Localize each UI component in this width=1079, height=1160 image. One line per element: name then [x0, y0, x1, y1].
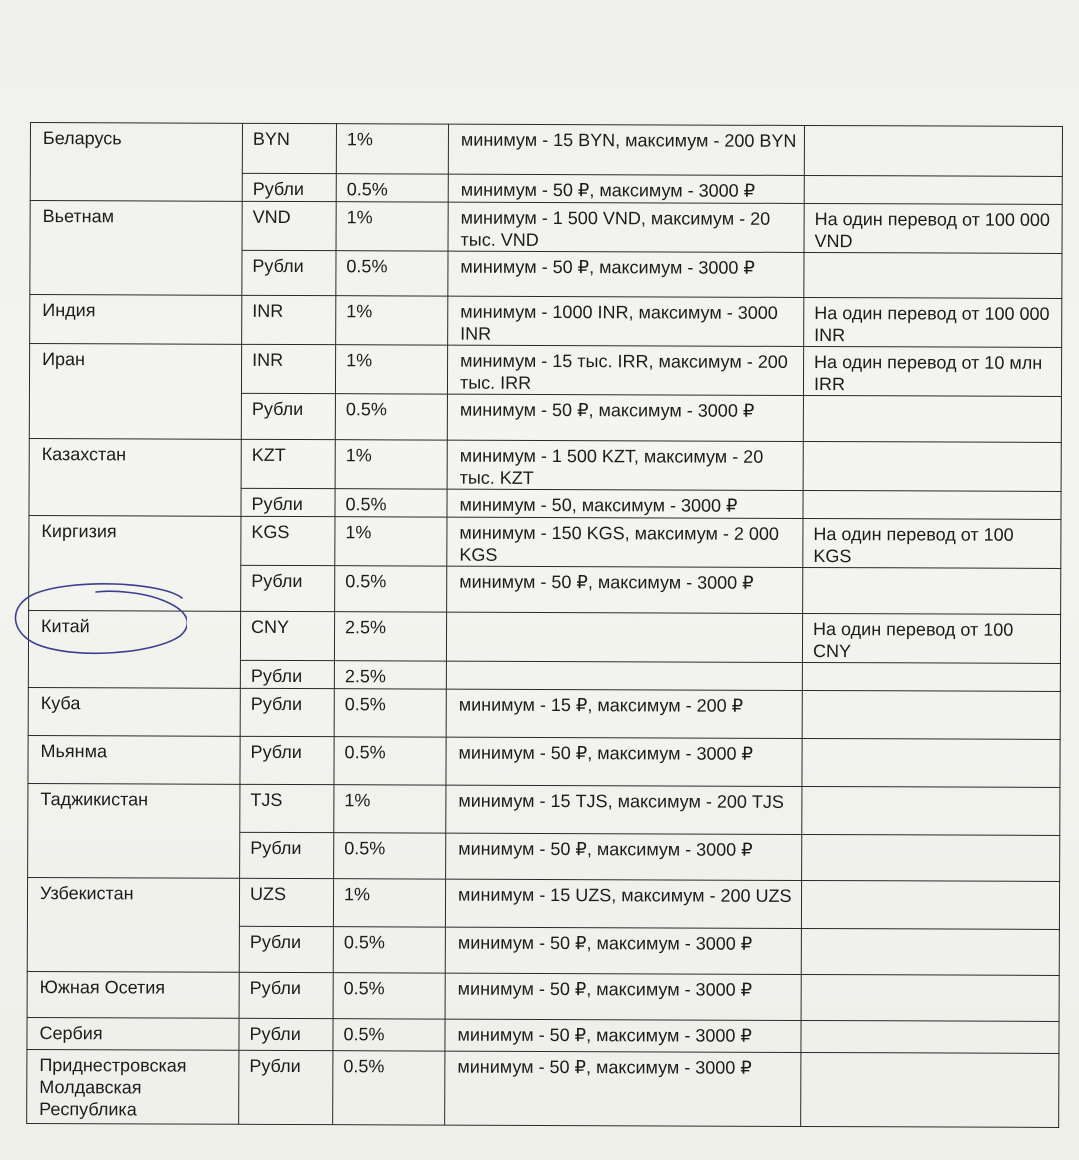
conditions-cell: минимум - 50 ₽, максимум - 3000 ₽ [446, 833, 802, 880]
note-cell [802, 662, 1060, 691]
transfer-fees-table [26, 122, 1063, 1128]
country-cell: Китай [28, 610, 240, 688]
conditions-cell: минимум - 50 ₽, максимум - 3000 ₽ [448, 251, 804, 297]
currency-cell: Рубли [240, 660, 334, 688]
printed-sheet [26, 122, 1065, 1128]
currency-cell: Рубли [240, 832, 334, 878]
currency-cell: VND [242, 201, 336, 250]
table-row [30, 123, 1062, 177]
note-cell [802, 786, 1060, 835]
note-cell [804, 252, 1062, 298]
country-cell: Киргизия [29, 515, 241, 611]
note-cell [802, 738, 1060, 787]
note-cell: На один перевод от 100 000 VND [804, 203, 1062, 253]
currency-cell: Рубли [239, 972, 333, 1018]
currency-cell: CNY [240, 611, 334, 660]
country-cell: Куба [28, 687, 240, 736]
rate-cell: 2.5% [334, 612, 446, 661]
conditions-cell: минимум - 1000 INR, максимум - 3000 INR [448, 296, 804, 346]
table-row [27, 877, 1059, 929]
country-cell: Таджикистан [28, 783, 240, 878]
conditions-cell: минимум - 50 ₽, максимум - 3000 ₽ [445, 973, 801, 1020]
currency-cell: Рубли [239, 1050, 333, 1124]
rate-cell: 0.5% [334, 689, 446, 737]
conditions-cell: минимум - 15 UZS, максимум - 200 UZS [445, 879, 801, 928]
conditions-cell: минимум - 15 BYN, максимум - 200 BYN [448, 124, 804, 175]
table-row [30, 295, 1062, 348]
rate-cell: 0.5% [334, 737, 446, 785]
currency-cell: Рубли [241, 565, 335, 611]
rate-cell: 1% [336, 124, 448, 174]
currency-cell: TJS [240, 784, 334, 832]
table-row [30, 201, 1062, 254]
note-cell [802, 690, 1060, 739]
conditions-cell: минимум - 15 TJS, максимум - 200 TJS [446, 785, 802, 834]
note-cell [801, 928, 1059, 975]
table-row [28, 687, 1060, 739]
rate-cell: 0.5% [335, 394, 447, 440]
table-row [29, 438, 1061, 491]
conditions-cell: минимум - 50 ₽, максимум - 3000 ₽ [446, 737, 802, 786]
country-cell: Узбекистан [27, 877, 239, 972]
conditions-cell: минимум - 1 500 VND, максимум - 20 тыс. VND [448, 202, 804, 252]
note-cell [801, 974, 1059, 1021]
note-cell [803, 490, 1061, 519]
currency-cell: Рубли [239, 1018, 333, 1050]
rate-cell: 0.5% [333, 927, 445, 973]
rate-cell: 2.5% [334, 661, 446, 689]
rate-cell: 1% [334, 785, 446, 833]
table-row [29, 515, 1061, 568]
rate-cell: 0.5% [336, 174, 448, 202]
rate-cell: 0.5% [334, 833, 446, 879]
rate-cell: 0.5% [333, 973, 445, 1019]
currency-cell: UZS [239, 878, 333, 926]
conditions-cell [446, 661, 802, 690]
currency-cell: Рубли [240, 736, 334, 784]
rate-cell: 0.5% [335, 489, 447, 517]
table-row [29, 344, 1061, 397]
country-cell: Казахстан [29, 438, 241, 516]
conditions-cell: минимум - 1 500 KZT, максимум - 20 тыс. KZT [447, 440, 803, 490]
conditions-cell: минимум - 15 тыс. IRR, максимум - 200 тыс. IRR [447, 345, 803, 395]
table-row [27, 1049, 1059, 1127]
table-row [28, 610, 1060, 663]
country-cell: Вьетнам [30, 201, 242, 296]
note-cell: На один перевод от 100 000 INR [804, 297, 1062, 347]
conditions-cell: минимум - 50, максимум - 3000 ₽ [447, 489, 803, 518]
rate-cell: 1% [336, 296, 448, 345]
country-cell: Приднестровская Молдавская Республика [27, 1049, 239, 1124]
rate-cell: 0.5% [336, 251, 448, 296]
currency-cell: Рубли [241, 488, 335, 516]
note-cell [801, 1020, 1059, 1053]
rate-cell: 0.5% [333, 1051, 445, 1125]
note-cell [804, 175, 1062, 204]
table-row [27, 1017, 1059, 1053]
rate-cell: 1% [335, 345, 447, 394]
note-cell: На один перевод от 10 млн IRR [803, 346, 1061, 396]
currency-cell: Рубли [239, 926, 333, 972]
country-cell: Беларусь [30, 123, 242, 202]
note-cell [804, 125, 1062, 176]
rate-cell: 1% [335, 440, 447, 489]
note-cell [803, 395, 1061, 442]
currency-cell: Рубли [242, 173, 336, 201]
currency-cell: INR [242, 295, 336, 344]
country-cell: Иран [29, 344, 241, 440]
note-cell [802, 834, 1060, 881]
note-cell: На один перевод от 100 KGS [803, 518, 1061, 568]
note-cell [803, 441, 1061, 491]
note-cell [801, 1052, 1059, 1127]
conditions-cell: минимум - 50 ₽, максимум - 3000 ₽ [447, 566, 803, 613]
rate-cell: 1% [336, 202, 448, 251]
note-cell [801, 880, 1059, 929]
country-cell: Сербия [27, 1017, 239, 1050]
conditions-cell: минимум - 50 ₽, максимум - 3000 ₽ [445, 927, 801, 974]
table-row [27, 971, 1059, 1021]
currency-cell: BYN [242, 123, 336, 173]
conditions-cell [446, 612, 802, 662]
note-cell: На один перевод от 100 CNY [802, 613, 1060, 663]
conditions-cell: минимум - 50 ₽, максимум - 3000 ₽ [448, 174, 804, 203]
note-cell [803, 567, 1061, 614]
table-row [28, 735, 1060, 787]
currency-cell: KZT [241, 439, 335, 488]
currency-cell: INR [241, 344, 335, 393]
conditions-cell: минимум - 15 ₽, максимум - 200 ₽ [446, 689, 802, 738]
country-cell: Южная Осетия [27, 971, 239, 1018]
rate-cell: 1% [333, 879, 445, 927]
conditions-cell: минимум - 50 ₽, максимум - 3000 ₽ [447, 394, 803, 441]
country-cell: Мьянма [28, 735, 240, 784]
currency-cell: Рубли [242, 250, 336, 295]
currency-cell: Рубли [240, 688, 334, 736]
currency-cell: Рубли [241, 393, 335, 439]
conditions-cell: минимум - 50 ₽, максимум - 3000 ₽ [445, 1051, 801, 1126]
country-cell: Индия [30, 295, 242, 345]
rate-cell: 1% [335, 517, 447, 566]
conditions-cell: минимум - 50 ₽, максимум - 3000 ₽ [445, 1019, 801, 1052]
rate-cell: 0.5% [333, 1019, 445, 1051]
currency-cell: KGS [241, 516, 335, 565]
conditions-cell: минимум - 150 KGS, максимум - 2 000 KGS [447, 517, 803, 567]
rate-cell: 0.5% [335, 566, 447, 612]
table-row [28, 783, 1060, 835]
